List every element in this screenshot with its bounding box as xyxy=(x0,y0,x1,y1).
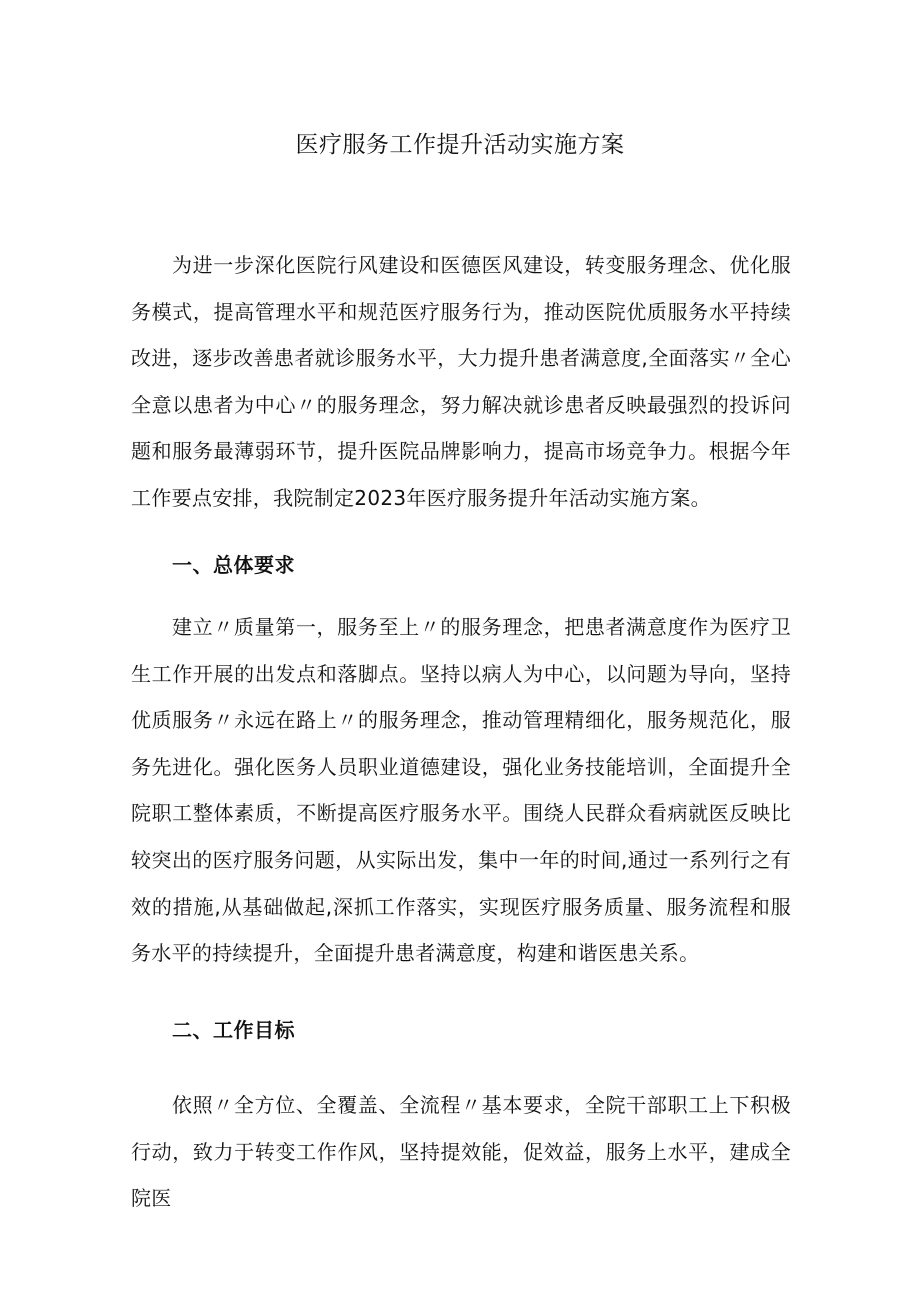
section-heading-work-goals: 二、工作目标 xyxy=(172,1018,295,1042)
intro-paragraph: 为进一步深化医院行风建设和医德医风建设，转变服务理念、优化服务模式，提高管理水平和规范医疗服务行为，推动医院优质服务水平持续改进，逐步改善患者就诊服务水平，大力提升患者满意度,全面落实〃全心全意以患者为中心〃的服务理念，努力解决就诊患者反映最强烈的投诉问题和服务最薄弱环节，提升医院品牌影响力，提高市场竞争力。根据今年工作要点安排，我院制定2023年医疗服务提升年活动实施方案。 xyxy=(131,253,791,510)
section-heading-general-requirements: 一、总体要求 xyxy=(172,553,295,577)
section-paragraph-general-requirements: 建立〃质量第一，服务至上〃的服务理念，把患者满意度作为医疗卫生工作开展的出发点和落脚点。坚持以病人为中心，以问题为导向，坚持优质服务〃永远在路上〃的服务理念，推动管理精细化，服务规范化，服务先进化。强化医务人员职业道德建设，强化业务技能培训，全面提升全院职工整体素质，不断提高医疗服务水平。围绕人民群众看病就医反映比较突出的医疗服务问题，从实际出发，集中一年的时间,通过一系列行之有效的措施,从基础做起,深抓工作落实，实现医疗服务质量、服务流程和服务水平的持续提升，全面提升患者满意度，构建和谐医患关系。 xyxy=(131,615,791,966)
document-title: 医疗服务工作提升活动实施方案 xyxy=(295,132,625,158)
section-paragraph-work-goals: 依照〃全方位、全覆盖、全流程〃基本要求，全院干部职工上下积极行动，致力于转变工作作风，坚持提效能，促效益，服务上水平，建成全院医 xyxy=(131,1093,791,1211)
